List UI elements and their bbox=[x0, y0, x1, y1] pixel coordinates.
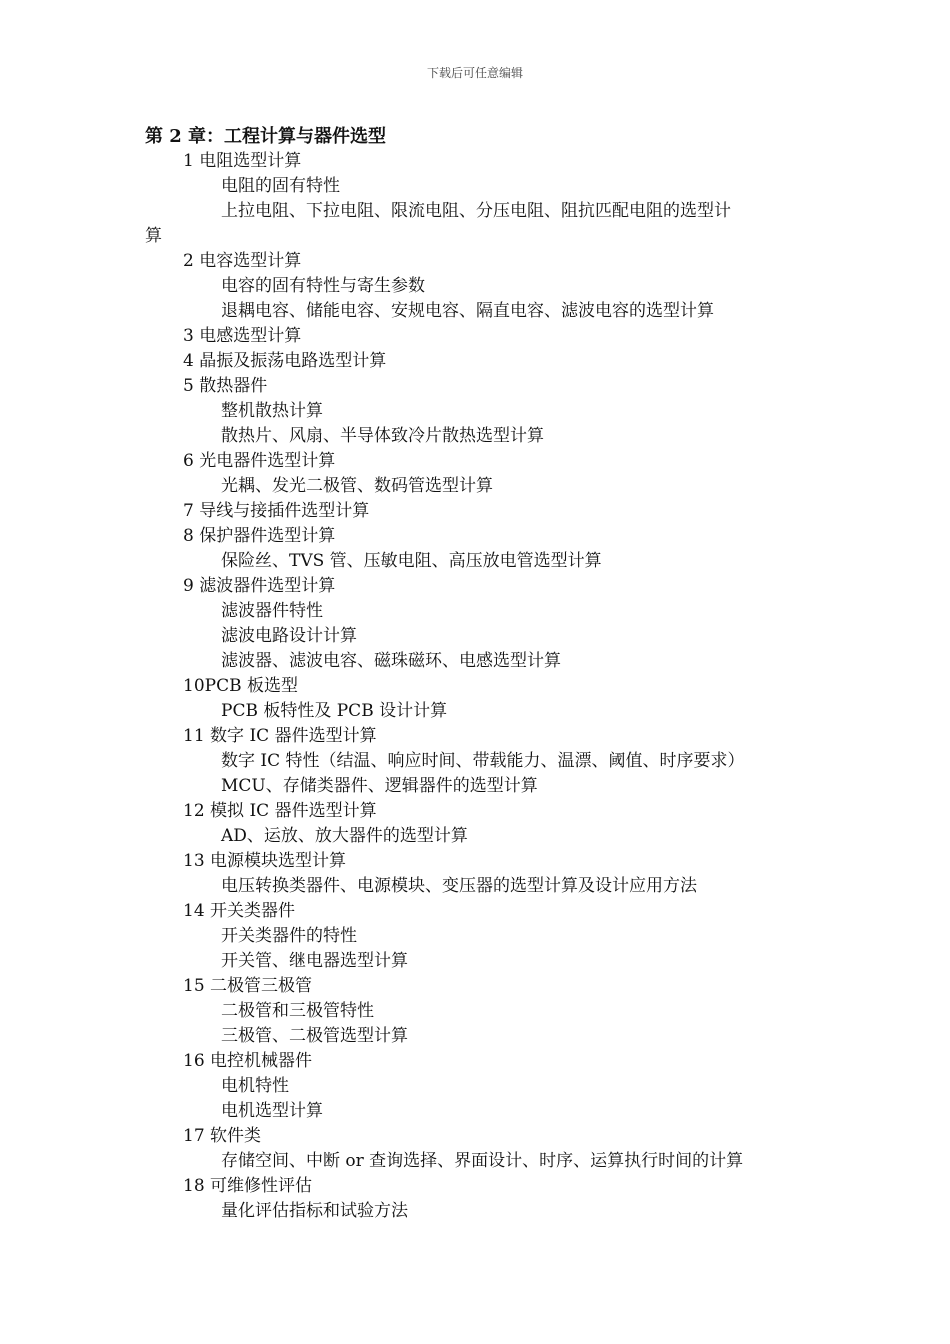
outline-subitem: 电机选型计算 bbox=[221, 1101, 323, 1121]
outline-subitem: AD、运放、放大器件的选型计算 bbox=[221, 826, 468, 846]
outline-section: 8 保护器件选型计算 bbox=[183, 526, 336, 546]
outline-section: 17 软件类 bbox=[183, 1126, 262, 1146]
outline-section: 4 晶振及振荡电路选型计算 bbox=[183, 351, 387, 371]
outline-subitem: 开关管、继电器选型计算 bbox=[221, 951, 408, 971]
outline-subitem: 数字 IC 特性（结温、响应时间、带载能力、温漂、阈值、时序要求） bbox=[221, 751, 745, 771]
outline-section: 10PCB 板选型 bbox=[183, 676, 298, 696]
outline-section: 15 二极管三极管 bbox=[183, 976, 313, 996]
document-body bbox=[145, 124, 825, 1224]
outline-subitem: 三极管、二极管选型计算 bbox=[221, 1026, 408, 1046]
outline-section: 11 数字 IC 器件选型计算 bbox=[183, 726, 377, 746]
outline-subitem: 光耦、发光二极管、数码管选型计算 bbox=[221, 476, 493, 496]
outline-section: 12 模拟 IC 器件选型计算 bbox=[183, 801, 377, 821]
outline-section: 13 电源模块选型计算 bbox=[183, 851, 347, 871]
outline-subitem: 量化评估指标和试验方法 bbox=[221, 1201, 408, 1221]
outline-subitem: 滤波器、滤波电容、磁珠磁环、电感选型计算 bbox=[221, 651, 561, 671]
chapter-title: 第 2 章：工程计算与器件选型 bbox=[145, 126, 387, 147]
outline-subitem: PCB 板特性及 PCB 设计计算 bbox=[221, 701, 448, 721]
outline-subitem: 保险丝、TVS 管、压敏电阻、高压放电管选型计算 bbox=[221, 551, 602, 571]
outline-subitem: 二极管和三极管特性 bbox=[221, 1001, 374, 1021]
outline-section: 5 散热器件 bbox=[183, 376, 268, 396]
outline-subitem bbox=[145, 199, 825, 249]
outline-section: 7 导线与接插件选型计算 bbox=[183, 501, 370, 521]
page-header: 下载后可任意编辑 bbox=[426, 66, 523, 80]
outline-subitem: 电机特性 bbox=[221, 1076, 289, 1096]
outline-subitem: 滤波器件特性 bbox=[221, 601, 323, 621]
outline-section: 3 电感选型计算 bbox=[183, 326, 302, 346]
outline-subitem: 电阻的固有特性 bbox=[221, 176, 340, 196]
outline-subitem-text: 上拉电阻、下拉电阻、限流电阻、分压电阻、阻抗匹配电阻的选型计 bbox=[221, 201, 731, 221]
outline-subitem: 电压转换类器件、电源模块、变压器的选型计算及设计应用方法 bbox=[221, 876, 697, 896]
outline-subitem: 存储空间、中断 or 查询选择、界面设计、时序、运算执行时间的计算 bbox=[221, 1151, 744, 1171]
outline-section: 9 滤波器件选型计算 bbox=[183, 576, 336, 596]
outline-section: 16 电控机械器件 bbox=[183, 1051, 313, 1071]
outline-section: 1 电阻选型计算 bbox=[183, 151, 302, 171]
outline-section: 14 开关类器件 bbox=[183, 901, 296, 921]
outline-subitem: 散热片、风扇、半导体致冷片散热选型计算 bbox=[221, 426, 544, 446]
outline-subitem: 开关类器件的特性 bbox=[221, 926, 357, 946]
outline-section: 6 光电器件选型计算 bbox=[183, 451, 336, 471]
outline-section: 18 可维修性评估 bbox=[183, 1176, 313, 1196]
outline-subitem-text-continued: 算 bbox=[145, 226, 162, 246]
outline-section: 2 电容选型计算 bbox=[183, 251, 302, 271]
outline-list bbox=[145, 149, 825, 1224]
outline-subitem: MCU、存储类器件、逻辑器件的选型计算 bbox=[221, 776, 538, 796]
outline-subitem: 整机散热计算 bbox=[221, 401, 323, 421]
outline-subitem: 电容的固有特性与寄生参数 bbox=[221, 276, 425, 296]
outline-subitem: 滤波电路设计计算 bbox=[221, 626, 357, 646]
outline-subitem: 退耦电容、储能电容、安规电容、隔直电容、滤波电容的选型计算 bbox=[221, 301, 714, 321]
